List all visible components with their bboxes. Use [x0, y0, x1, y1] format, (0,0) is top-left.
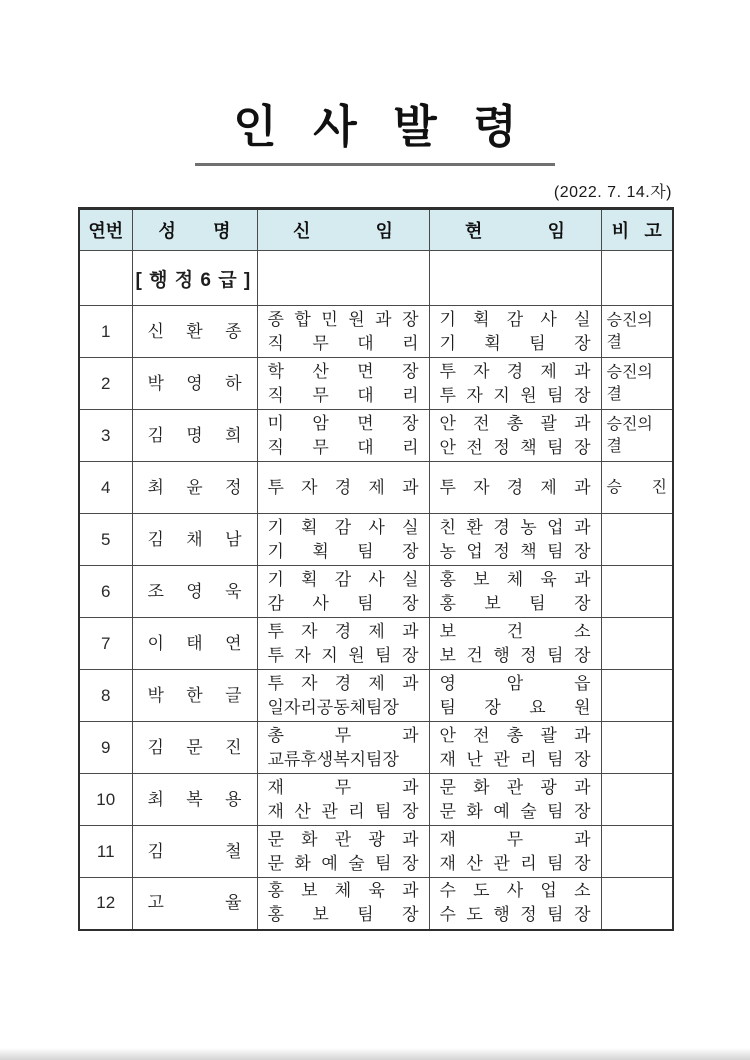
cell-no: 5	[79, 514, 132, 566]
cell-current-position: 안 전 총 괄 과 재 난 관 리 팀 장	[429, 722, 601, 774]
header-no: 연번	[79, 209, 132, 251]
cell-current-position: 기 획 감 사 실 기 획 팀 장	[429, 306, 601, 358]
cell-no: 7	[79, 618, 132, 670]
cell-new-position: 투 자 경 제 과	[257, 462, 429, 514]
table-row	[79, 462, 673, 514]
cell-note	[601, 722, 673, 774]
table-row	[79, 878, 673, 930]
cell-name: 최 윤 정	[132, 462, 257, 514]
appointment-table	[78, 207, 674, 931]
cell-current-position: 보 건 소 보 건 행 정 팀 장	[429, 618, 601, 670]
cell-current-position: 문 화 관 광 과 문 화 예 술 팀 장	[429, 774, 601, 826]
cell-no: 6	[79, 566, 132, 618]
cell-current-position: 안 전 총 괄 과 안 전 정 책 팀 장	[429, 410, 601, 462]
cell-note	[601, 514, 673, 566]
cell-no: 2	[79, 358, 132, 410]
header-current-position: 현 임	[429, 209, 601, 251]
cell-note	[601, 878, 673, 930]
cell-current-position: 영 암 읍 팀 장 요 원	[429, 670, 601, 722]
cell-note: 승진의결	[601, 358, 673, 410]
cell-new-position	[257, 251, 429, 306]
table-row	[79, 306, 673, 358]
table-row	[79, 566, 673, 618]
cell-new-position: 투 자 경 제 과 투 자 지 원 팀 장	[257, 618, 429, 670]
cell-new-position: 학 산 면 장 직 무 대 리	[257, 358, 429, 410]
scan-edge-shadow	[0, 1048, 750, 1060]
cell-note: 승 진	[601, 462, 673, 514]
cell-no: 12	[79, 878, 132, 930]
cell-note	[601, 618, 673, 670]
table-row	[79, 774, 673, 826]
cell-new-position: 투 자 경 제 과 일자리공동체팀장	[257, 670, 429, 722]
cell-group-label: [ 행 정 6 급 ]	[132, 251, 257, 306]
document-date: (2022. 7. 14.자)	[553, 184, 672, 201]
table-row	[79, 826, 673, 878]
cell-new-position: 홍 보 체 육 과 홍 보 팀 장	[257, 878, 429, 930]
cell-new-position: 재 무 과 재 산 관 리 팀 장	[257, 774, 429, 826]
header-note: 비 고	[601, 209, 673, 251]
cell-current-position	[429, 251, 601, 306]
cell-current-position: 수 도 사 업 소 수 도 행 정 팀 장	[429, 878, 601, 930]
cell-no: 1	[79, 306, 132, 358]
table-body	[79, 251, 673, 930]
cell-no: 8	[79, 670, 132, 722]
table-row	[79, 618, 673, 670]
cell-name: 박 한 글	[132, 670, 257, 722]
cell-note	[601, 566, 673, 618]
cell-note	[601, 670, 673, 722]
document-title: 인 사 발 령	[195, 90, 554, 166]
cell-no: 9	[79, 722, 132, 774]
cell-name: 조 영 욱	[132, 566, 257, 618]
cell-current-position: 친 환 경 농 업 과 농 업 정 책 팀 장	[429, 514, 601, 566]
cell-current-position: 홍 보 체 육 과 홍 보 팀 장	[429, 566, 601, 618]
table-row	[79, 722, 673, 774]
table-row	[79, 410, 673, 462]
table-row	[79, 514, 673, 566]
cell-no: 11	[79, 826, 132, 878]
cell-name: 이 태 연	[132, 618, 257, 670]
cell-new-position: 기 획 감 사 실 감 사 팀 장	[257, 566, 429, 618]
document-title-wrap	[0, 90, 750, 166]
cell-new-position: 종 합 민 원 과 장 직 무 대 리	[257, 306, 429, 358]
cell-name: 신 환 종	[132, 306, 257, 358]
header-name: 성 명	[132, 209, 257, 251]
cell-new-position: 총 무 과 교류후생복지팀장	[257, 722, 429, 774]
group-row	[79, 251, 673, 306]
cell-new-position: 기 획 감 사 실 기 획 팀 장	[257, 514, 429, 566]
cell-current-position: 재 무 과 재 산 관 리 팀 장	[429, 826, 601, 878]
cell-no	[79, 251, 132, 306]
cell-name: 최 복 용	[132, 774, 257, 826]
table-header-row	[79, 209, 673, 251]
cell-note: 승진의결	[601, 410, 673, 462]
cell-current-position: 투 자 경 제 과	[429, 462, 601, 514]
cell-name: 김 철	[132, 826, 257, 878]
cell-note	[601, 826, 673, 878]
cell-name: 김 채 남	[132, 514, 257, 566]
cell-note: 승진의결	[601, 306, 673, 358]
cell-no: 10	[79, 774, 132, 826]
cell-name: 김 명 희	[132, 410, 257, 462]
cell-new-position: 문 화 관 광 과 문 화 예 술 팀 장	[257, 826, 429, 878]
cell-name: 김 문 진	[132, 722, 257, 774]
header-new-position: 신 임	[257, 209, 429, 251]
cell-new-position: 미 암 면 장 직 무 대 리	[257, 410, 429, 462]
cell-current-position: 투 자 경 제 과 투 자 지 원 팀 장	[429, 358, 601, 410]
cell-name: 고 율	[132, 878, 257, 930]
cell-note	[601, 774, 673, 826]
table-row	[79, 670, 673, 722]
cell-name: 박 영 하	[132, 358, 257, 410]
table-row	[79, 358, 673, 410]
cell-note	[601, 251, 673, 306]
cell-no: 3	[79, 410, 132, 462]
cell-no: 4	[79, 462, 132, 514]
